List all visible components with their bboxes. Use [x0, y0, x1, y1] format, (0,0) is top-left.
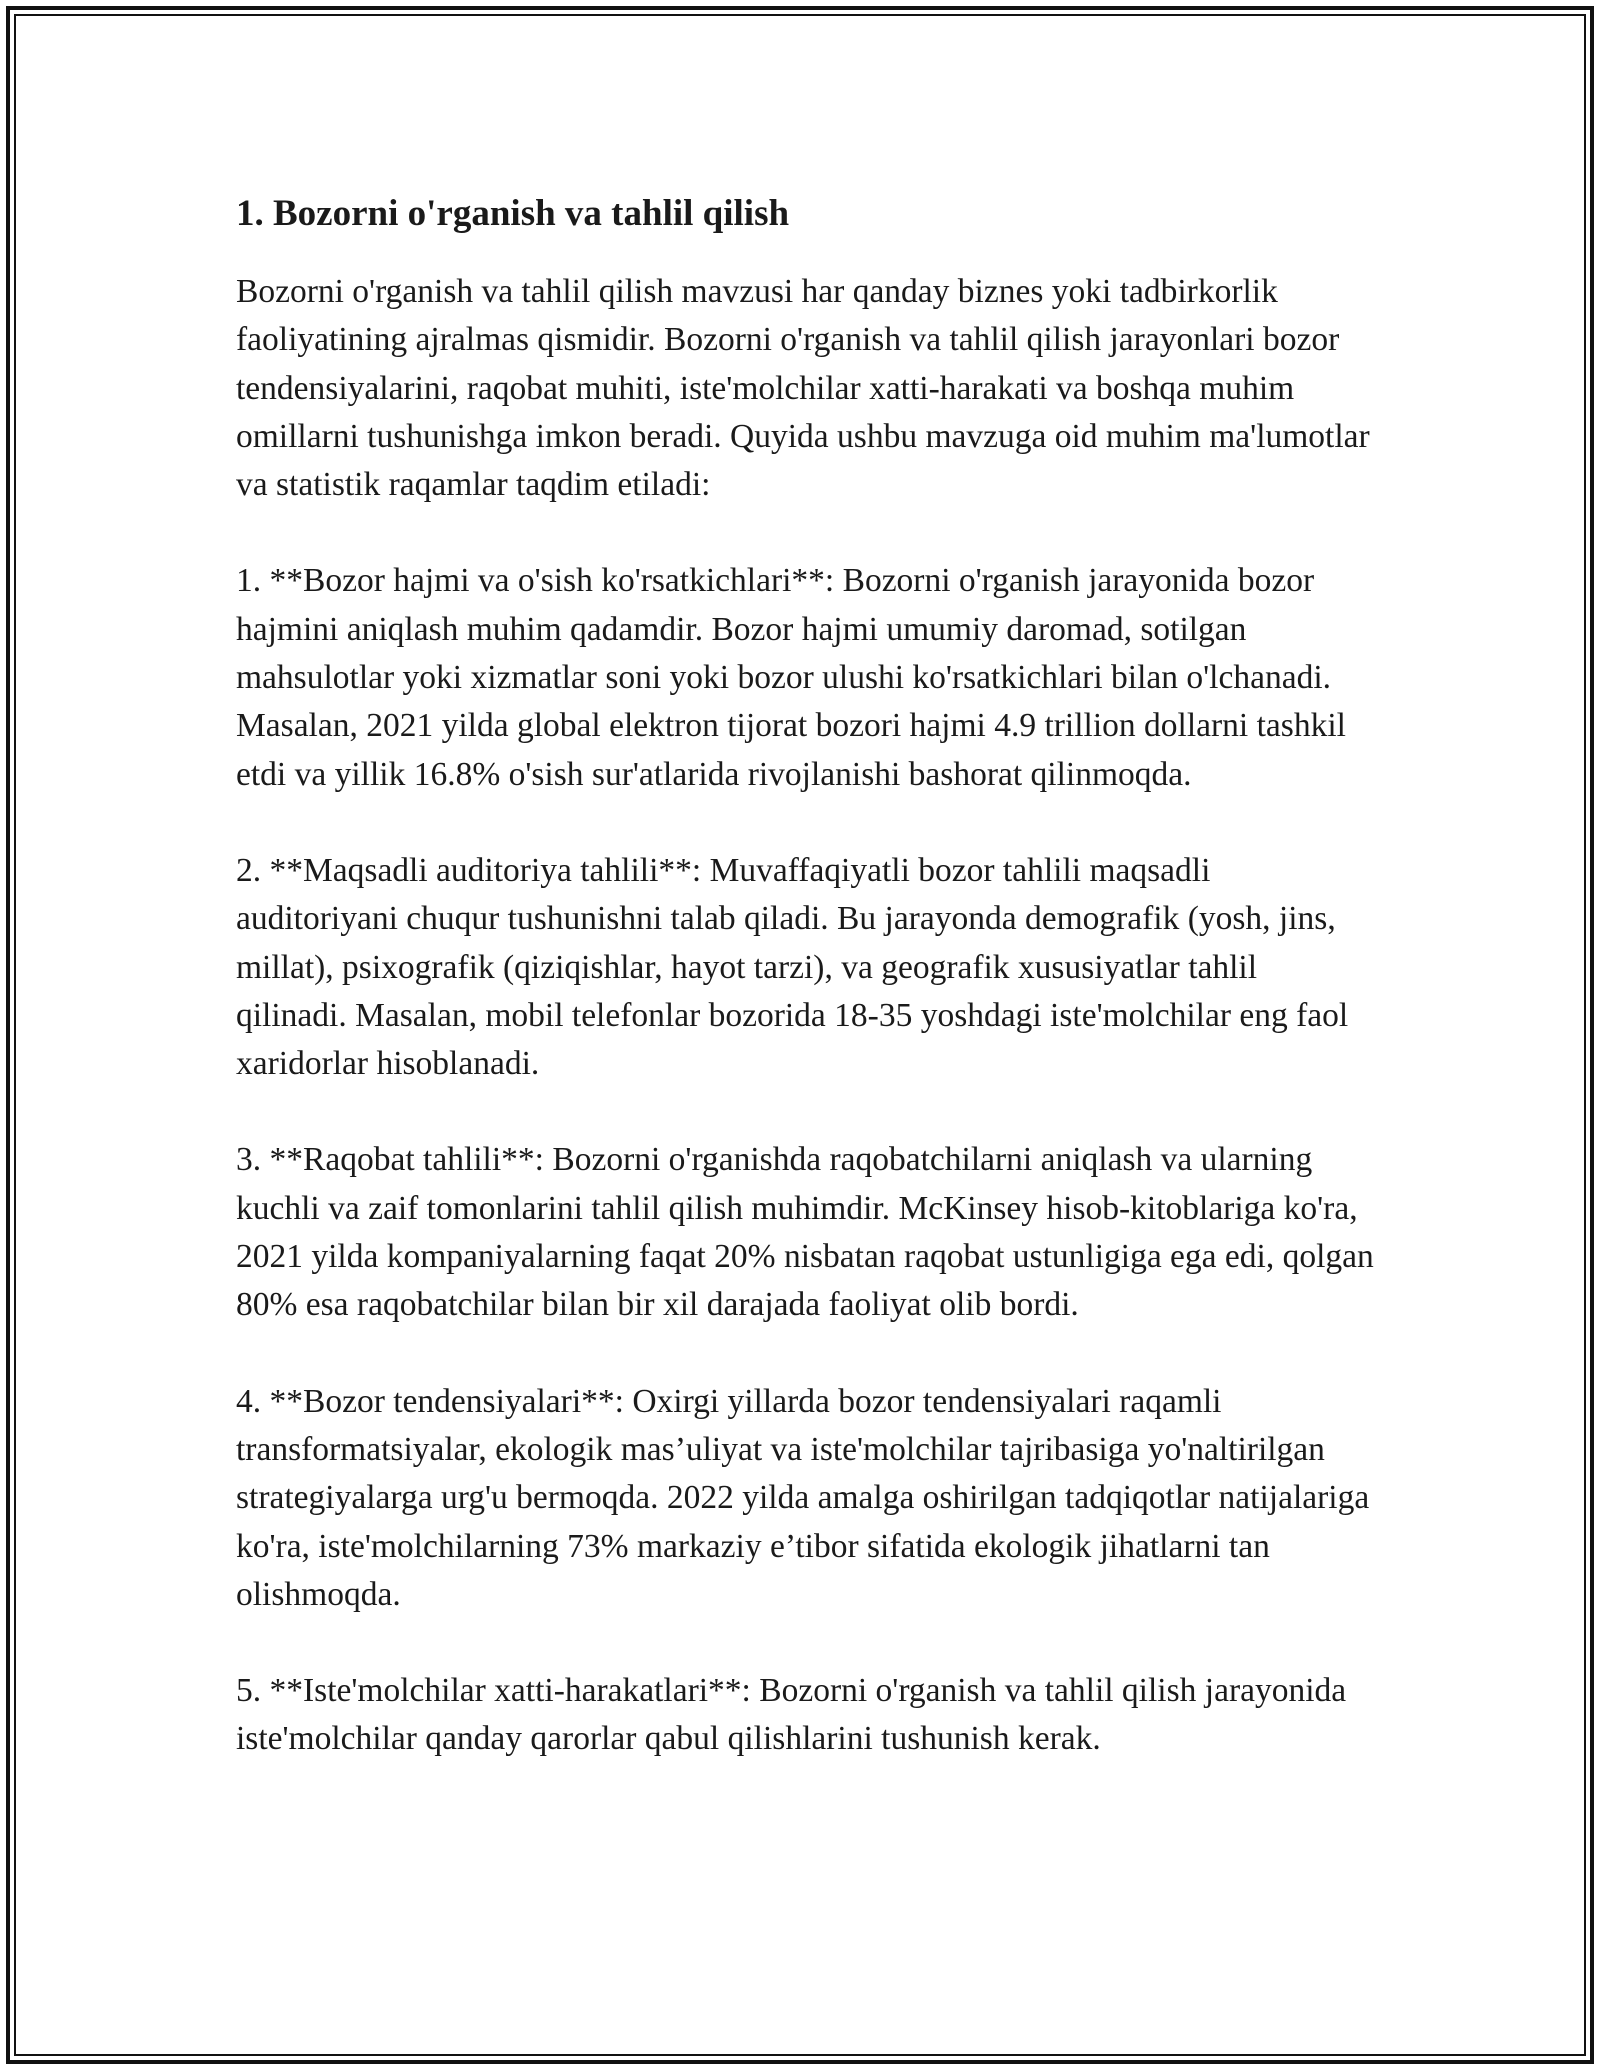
- list-item: 3. **Raqobat tahlili**: Bozorni o'rganishda raqobatchilarni aniqlash va ularning kuchli va zaif tomonlarini tahlil qilish muhimdir. McKinsey hisob-kitoblariga ko'ra, 2021 yilda kompaniyalarning faqat 20% nisbatan raqobat ustunligiga ega edi, qolgan 80% esa raqobatchilar bilan bir xil darajada faoliyat olib bordi.: [236, 1141, 1374, 1324]
- document-body: [236, 186, 1376, 1812]
- list-item: 1. **Bozor hajmi va o'sish ko'rsatkichlari**: Bozorni o'rganish jarayonida bozor hajmini aniqlash muhim qadamdir. Bozor hajmi umumiy daromad, sotilgan mahsulotlar yoki xizmatlar soni yoki bozor ulushi ko'rsatkichlari bilan o'lchanadi. Masalan, 2021 yilda global elektron tijorat bozori hajmi 4.9 trillion dollarni tashkil etdi va yillik 16.8% o'sish sur'atlarida rivojlanishi bashorat qilinmoqda.: [236, 562, 1346, 793]
- intro-paragraph: Bozorni o'rganish va tahlil qilish mavzusi har qanday biznes yoki tadbirkorlik faoliyatining ajralmas qismidir. Bozorni o'rganish va tahlil qilish jarayonlari bozor tendensiyalarini, raqobat muhiti, iste'molchilar xatti-harakati va boshqa muhim omillarni tushunishga imkon beradi. Quyida ushbu mavzuga oid muhim ma'lumotlar va statistik raqamlar taqdim etiladi:: [236, 273, 1370, 504]
- list-item: 2. **Maqsadli auditoriya tahlili**: Muvaffaqiyatli bozor tahlili maqsadli auditoriyani chuqur tushunishni talab qiladi. Bu jarayonda demografik (yosh, jins, millat), psixografik (qiziqishlar, hayot tarzi), va geografik xususiyatlar tahlil qilinadi. Masalan, mobil telefonlar bozorida 18-35 yoshdagi iste'molchilar eng faol xaridorlar hisoblanadi.: [236, 851, 1349, 1083]
- list-item: 4. **Bozor tendensiyalari**: Oxirgi yillarda bozor tendensiyalari raqamli transformatsiyalar, ekologik mas’uliyat va iste'molchilar tajribasiga yo'naltirilgan strategiyalarga urg'u bermoqda. 2022 yilda amalga oshirilgan tadqiqotlar natijalariga ko'ra, iste'molchilarning 73% markaziy e’tibor sifatida ekologik jihatlarni tan olishmoqda.: [236, 1382, 1370, 1613]
- list-item: 5. **Iste'molchilar xatti-harakatlari**: Bozorni o'rganish va tahlil qilish jarayonida iste'molchilar qanday qarorlar qabul qilishlarini tushunish kerak.: [236, 1672, 1347, 1758]
- section-heading: 1. Bozorni o'rganish va tahlil qilish: [236, 193, 790, 234]
